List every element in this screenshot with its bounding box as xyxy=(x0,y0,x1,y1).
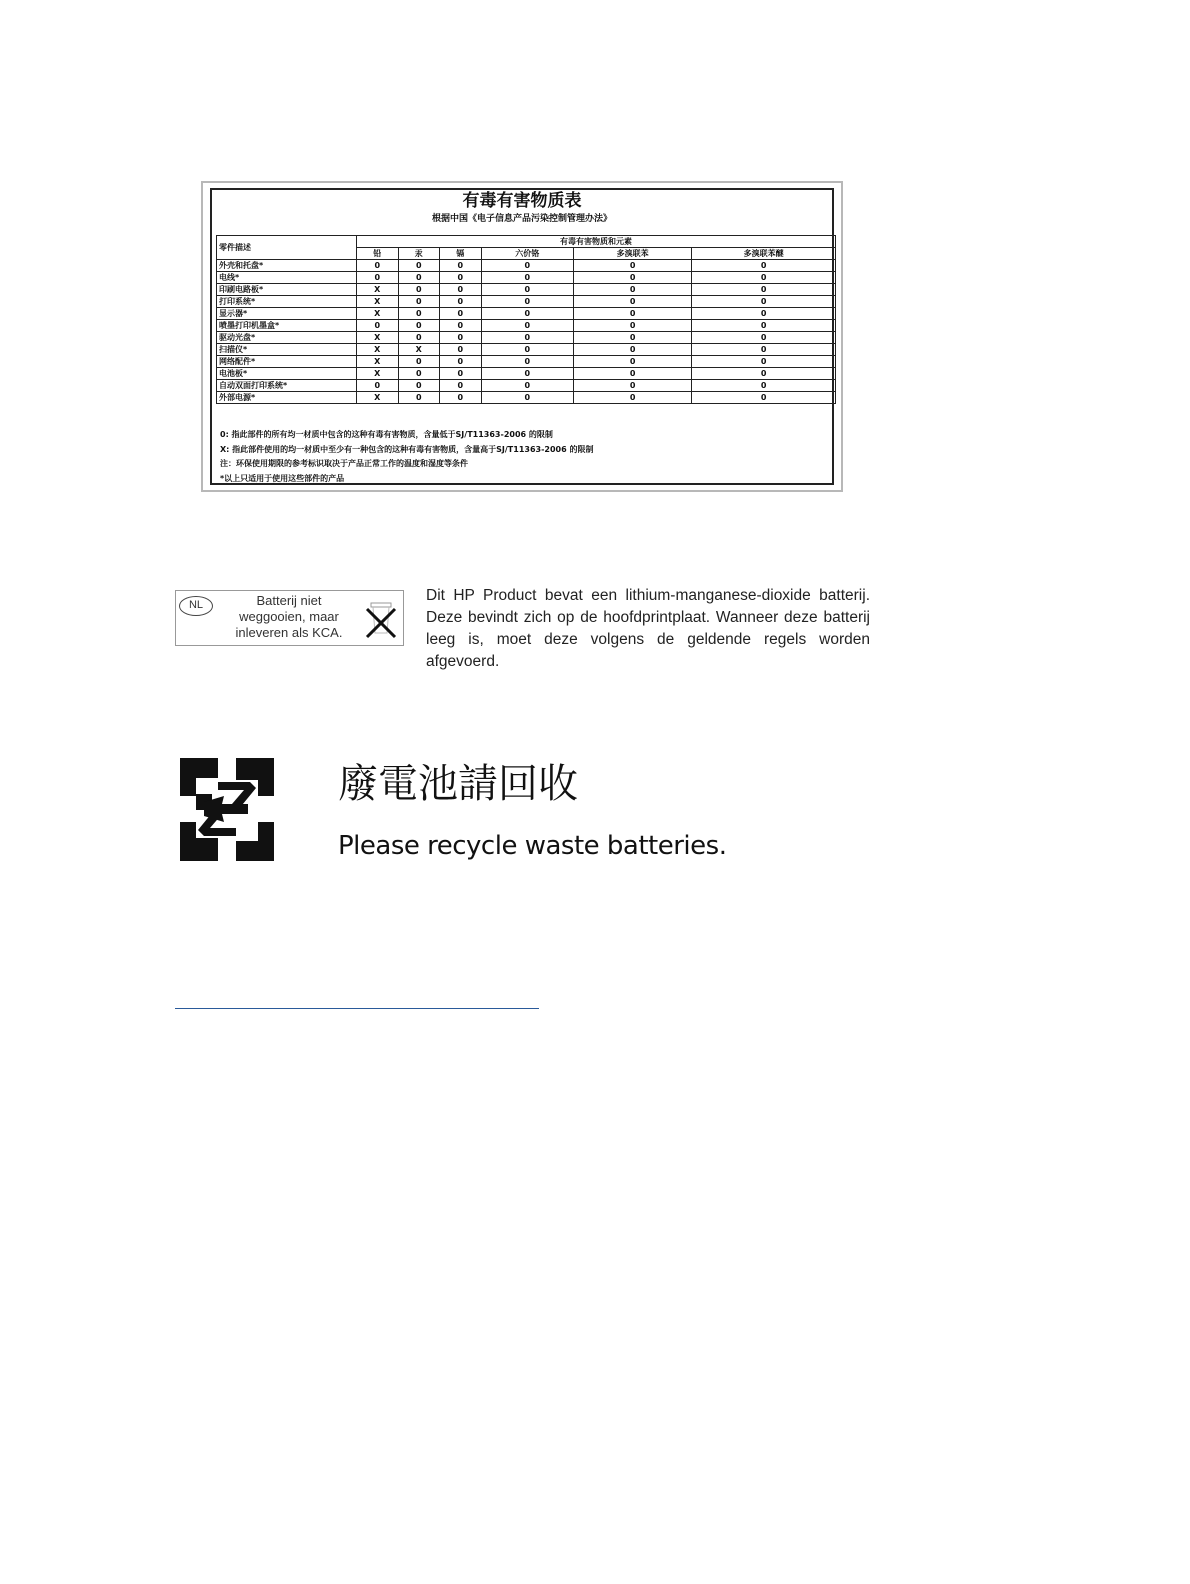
footnote-divider xyxy=(175,1008,539,1009)
substance-value-cell: 0 xyxy=(357,260,399,272)
substance-value-cell: 0 xyxy=(481,380,574,392)
substance-value-cell: 0 xyxy=(481,356,574,368)
hazard-table-figure xyxy=(201,181,843,492)
substance-value-cell: X xyxy=(357,368,399,380)
nl-label-line: inleveren als KCA. xyxy=(235,625,343,640)
substance-value-cell: 0 xyxy=(398,380,440,392)
substance-value-cell: 0 xyxy=(398,320,440,332)
substance-value-cell: 0 xyxy=(692,368,836,380)
substance-value-cell: 0 xyxy=(481,368,574,380)
substance-value-cell: X xyxy=(357,392,399,404)
substance-value-cell: 0 xyxy=(357,320,399,332)
part-name-cell: 扫描仪* xyxy=(217,344,357,356)
substance-value-cell: 0 xyxy=(574,308,692,320)
part-name-cell: 电池板* xyxy=(217,368,357,380)
substance-value-cell: 0 xyxy=(574,284,692,296)
recycle-chinese-text: 廢電池請回收 xyxy=(338,761,578,807)
nl-label-line: Batterij niet xyxy=(256,593,322,608)
nl-battery-paragraph: Dit HP Product bevat een lithium-manganese-dioxide batterij. Deze bevindt zich op de hoofdprintplaat. Wanneer deze batterij leeg is, moet deze volgens de geldende regels worden afgevoerd. xyxy=(426,587,870,670)
substance-value-cell: X xyxy=(357,356,399,368)
table-row xyxy=(217,332,836,344)
substance-value-cell: 0 xyxy=(440,380,482,392)
part-name-cell: 印刷电路板* xyxy=(217,284,357,296)
substance-value-cell: 0 xyxy=(574,356,692,368)
note-line: 注：环保使用期限的参考标识取决于产品正常工作的温度和湿度等条件 xyxy=(220,459,468,468)
substance-value-cell: 0 xyxy=(692,356,836,368)
substance-value-cell: 0 xyxy=(692,260,836,272)
substance-value-cell: 0 xyxy=(692,272,836,284)
substance-value-cell: 0 xyxy=(440,260,482,272)
table-row xyxy=(217,260,836,272)
nl-label-text xyxy=(214,593,364,641)
substance-value-cell: 0 xyxy=(574,296,692,308)
substance-value-cell: 0 xyxy=(574,344,692,356)
substance-value-cell: 0 xyxy=(481,392,574,404)
nl-battery-label xyxy=(175,590,404,646)
substance-value-cell: 0 xyxy=(398,368,440,380)
substance-value-cell: 0 xyxy=(357,380,399,392)
substance-value-cell: 0 xyxy=(692,284,836,296)
table-row xyxy=(217,344,836,356)
battery-recycle-icon xyxy=(174,758,280,861)
substance-value-cell: X xyxy=(357,284,399,296)
hazard-table-body xyxy=(217,260,836,404)
substance-value-cell: 0 xyxy=(574,272,692,284)
hazard-table-subtitle: 根据中国《电子信息产品污染控制管理办法》 xyxy=(431,214,612,224)
table-row xyxy=(217,380,836,392)
substance-value-cell: 0 xyxy=(398,308,440,320)
substance-value-cell: 0 xyxy=(481,272,574,284)
table-row xyxy=(217,284,836,296)
part-name-cell: 外部电源* xyxy=(217,392,357,404)
nl-label-line: weggooien, maar xyxy=(239,609,339,624)
substance-value-cell: 0 xyxy=(440,296,482,308)
substance-value-cell: 0 xyxy=(574,260,692,272)
substance-value-cell: 0 xyxy=(481,308,574,320)
substance-value-cell: 0 xyxy=(481,332,574,344)
substance-value-cell: 0 xyxy=(574,392,692,404)
part-column-header: 零件描述 xyxy=(217,236,357,260)
part-name-cell: 网络配件* xyxy=(217,356,357,368)
substance-value-cell: 0 xyxy=(440,332,482,344)
substance-value-cell: 0 xyxy=(440,272,482,284)
part-name-cell: 驱动光盘* xyxy=(217,332,357,344)
note-line: 0: 指此部件的所有均一材质中包含的这种有毒有害物质，含量低于SJ/T11363-2006 的限制 xyxy=(220,430,553,439)
note-line: *以上只适用于使用这些部件的产品 xyxy=(220,473,345,483)
substance-value-cell: 0 xyxy=(440,356,482,368)
substance-value-cell: 0 xyxy=(440,308,482,320)
recycle-english-text: Please recycle waste batteries. xyxy=(338,831,727,861)
substance-value-cell: 0 xyxy=(481,296,574,308)
substance-value-cell: 0 xyxy=(398,284,440,296)
substance-value-cell: 0 xyxy=(398,356,440,368)
column-header: 镉 xyxy=(440,248,482,260)
substance-value-cell: 0 xyxy=(692,296,836,308)
hazard-table-notes xyxy=(220,428,824,486)
substance-value-cell: 0 xyxy=(574,368,692,380)
part-name-cell: 自动双面打印系统* xyxy=(217,380,357,392)
part-name-cell: 喷墨打印机墨盒* xyxy=(217,320,357,332)
column-header: 六价铬 xyxy=(481,248,574,260)
substance-group-header: 有毒有害物质和元素 xyxy=(357,236,836,248)
hazard-table-title: 有毒有害物质表 xyxy=(462,191,582,211)
table-row xyxy=(217,272,836,284)
table-row xyxy=(217,392,836,404)
substance-value-cell: 0 xyxy=(692,380,836,392)
substance-value-cell: X xyxy=(357,308,399,320)
substance-value-cell: X xyxy=(357,344,399,356)
table-row xyxy=(217,368,836,380)
column-header: 多溴联苯醚 xyxy=(692,248,836,260)
table-row xyxy=(217,296,836,308)
substance-value-cell: X xyxy=(398,344,440,356)
substance-value-cell: 0 xyxy=(440,344,482,356)
substance-value-cell: 0 xyxy=(398,272,440,284)
part-name-cell: 显示器* xyxy=(217,308,357,320)
hazard-table xyxy=(216,235,836,404)
substance-value-cell: 0 xyxy=(481,260,574,272)
substance-value-cell: 0 xyxy=(481,344,574,356)
substance-value-cell: 0 xyxy=(440,368,482,380)
substance-value-cell: 0 xyxy=(398,260,440,272)
substance-value-cell: 0 xyxy=(440,284,482,296)
substance-value-cell: 0 xyxy=(692,332,836,344)
table-row xyxy=(217,320,836,332)
substance-value-cell: 0 xyxy=(692,320,836,332)
substance-value-cell: 0 xyxy=(398,392,440,404)
note-line: X: 指此部件使用的均一材质中至少有一种包含的这种有毒有害物质，含量高于SJ/T11363-2006 的限制 xyxy=(220,444,594,454)
substance-value-cell: X xyxy=(357,296,399,308)
table-row xyxy=(217,356,836,368)
substance-value-cell: 0 xyxy=(574,332,692,344)
substance-value-cell: 0 xyxy=(574,320,692,332)
table-row xyxy=(217,308,836,320)
substance-value-cell: 0 xyxy=(692,392,836,404)
part-name-cell: 外壳和托盘* xyxy=(217,260,357,272)
substance-value-cell: 0 xyxy=(481,320,574,332)
substance-value-cell: 0 xyxy=(398,296,440,308)
substance-value-cell: 0 xyxy=(440,392,482,404)
substance-value-cell: X xyxy=(357,332,399,344)
substance-value-cell: 0 xyxy=(440,320,482,332)
hazard-table-frame xyxy=(210,188,834,485)
substance-value-cell: 0 xyxy=(357,272,399,284)
nl-country-oval: NL xyxy=(179,596,213,616)
substance-value-cell: 0 xyxy=(692,308,836,320)
substance-value-cell: 0 xyxy=(574,380,692,392)
substance-value-cell: 0 xyxy=(398,332,440,344)
substance-value-cell: 0 xyxy=(692,344,836,356)
part-name-cell: 打印系统* xyxy=(217,296,357,308)
column-header: 铅 xyxy=(357,248,399,260)
part-name-cell: 电线* xyxy=(217,272,357,284)
column-header: 多溴联苯 xyxy=(574,248,692,260)
substance-value-cell: 0 xyxy=(481,284,574,296)
column-header: 汞 xyxy=(398,248,440,260)
crossed-out-bin-icon xyxy=(361,597,401,641)
